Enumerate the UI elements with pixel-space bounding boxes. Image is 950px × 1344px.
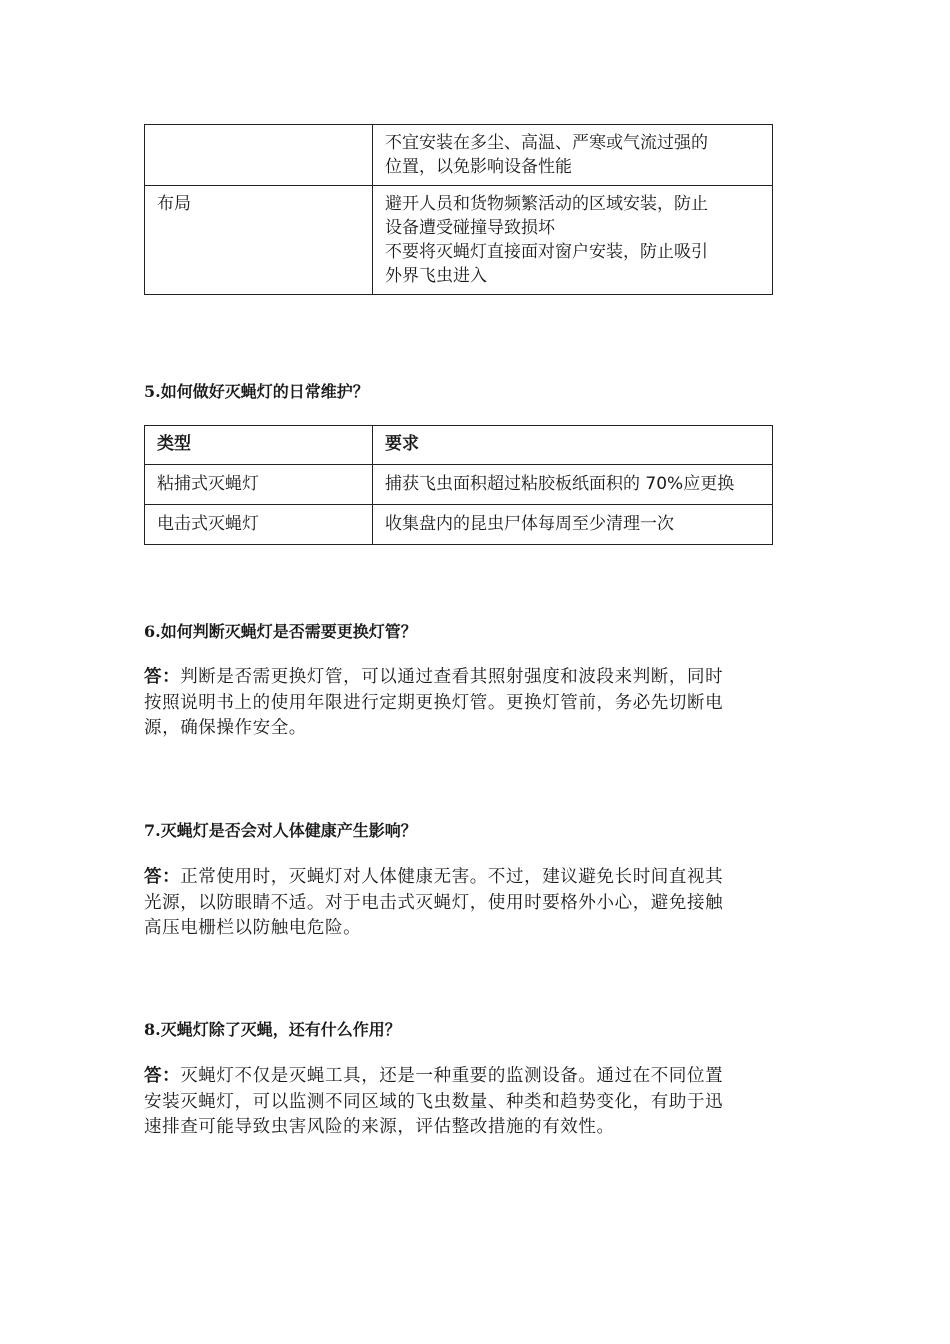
answer-line: 判断是否需更换灯管，可以通过查看其照射强度和波段来判断，同时 [180, 667, 724, 687]
answer-label: 答： [144, 867, 181, 887]
answer-line: 灭蝇灯不仅是灭蝇工具，还是一种重要的监测设备。通过在不同位置 [180, 1066, 724, 1086]
answer-6 [144, 665, 809, 742]
table-row [145, 505, 773, 545]
column-header-requirement: 要求 [373, 426, 773, 465]
question-6-heading: 6.如何判断灭蝇灯是否需要更换灯管？ [144, 622, 417, 641]
table-cell-requirement: 收集盘内的昆虫尸体每周至少清理一次 [373, 505, 773, 545]
table-cell-requirement: 捕获飞虫面积超过粘胶板纸面积的 70%应更换 [373, 465, 773, 505]
table-cell-content [373, 186, 773, 295]
cell-line: 避开人员和货物频繁活动的区域安装，防止 [385, 194, 708, 214]
answer-line: 按照说明书上的使用年限进行定期更换灯管。更换灯管前，务必先切断电 [144, 692, 724, 713]
table-cell-content [373, 125, 773, 186]
cell-line: 设备遭受碰撞导致损坏 [385, 218, 555, 238]
table-row [145, 125, 773, 186]
answer-line: 源，确保操作安全。 [144, 718, 307, 738]
table-row [145, 465, 773, 505]
answer-label: 答： [144, 1066, 181, 1086]
table-cell-category [145, 125, 373, 186]
maintenance-table [144, 425, 773, 545]
answer-line: 速排查可能导致虫害风险的来源，评估整改措施的有效性。 [144, 1117, 615, 1137]
table-cell-type: 电击式灭蝇灯 [145, 505, 373, 545]
table-row [145, 186, 773, 295]
table-header-row [145, 426, 773, 465]
table-cell-type: 粘捕式灭蝇灯 [145, 465, 373, 505]
answer-line: 正常使用时，灭蝇灯对人体健康无害。不过，建议避免长时间直视其 [180, 867, 724, 887]
cell-line: 位置，以免影响设备性能 [385, 157, 572, 177]
column-header-type: 类型 [145, 426, 373, 465]
answer-line: 光源，以防眼睛不适。对于电击式灭蝇灯，使用时要格外小心，避免接触 [144, 892, 724, 913]
answer-line: 安装灭蝇灯，可以监测不同区域的飞虫数量、种类和趋势变化，有助于迅 [144, 1091, 724, 1112]
cell-line: 不要将灭蝇灯直接面对窗户安装，防止吸引 [385, 242, 708, 262]
answer-line: 高压电栅栏以防触电危险。 [144, 918, 362, 938]
cell-line: 不宜安装在多尘、高温、严寒或气流过强的 [385, 133, 708, 153]
question-8-heading: 8.灭蝇灯除了灭蝇，还有什么作用？ [144, 1020, 401, 1039]
answer-label: 答： [144, 667, 181, 687]
installation-table [144, 124, 773, 295]
table-cell-category: 布局 [145, 186, 373, 295]
question-5-heading: 5.如何做好灭蝇灯的日常维护？ [144, 382, 369, 401]
question-7-heading: 7.灭蝇灯是否会对人体健康产生影响？ [144, 821, 417, 840]
answer-7 [144, 865, 809, 942]
answer-8 [144, 1064, 809, 1141]
cell-line: 外界飞虫进入 [385, 266, 487, 286]
